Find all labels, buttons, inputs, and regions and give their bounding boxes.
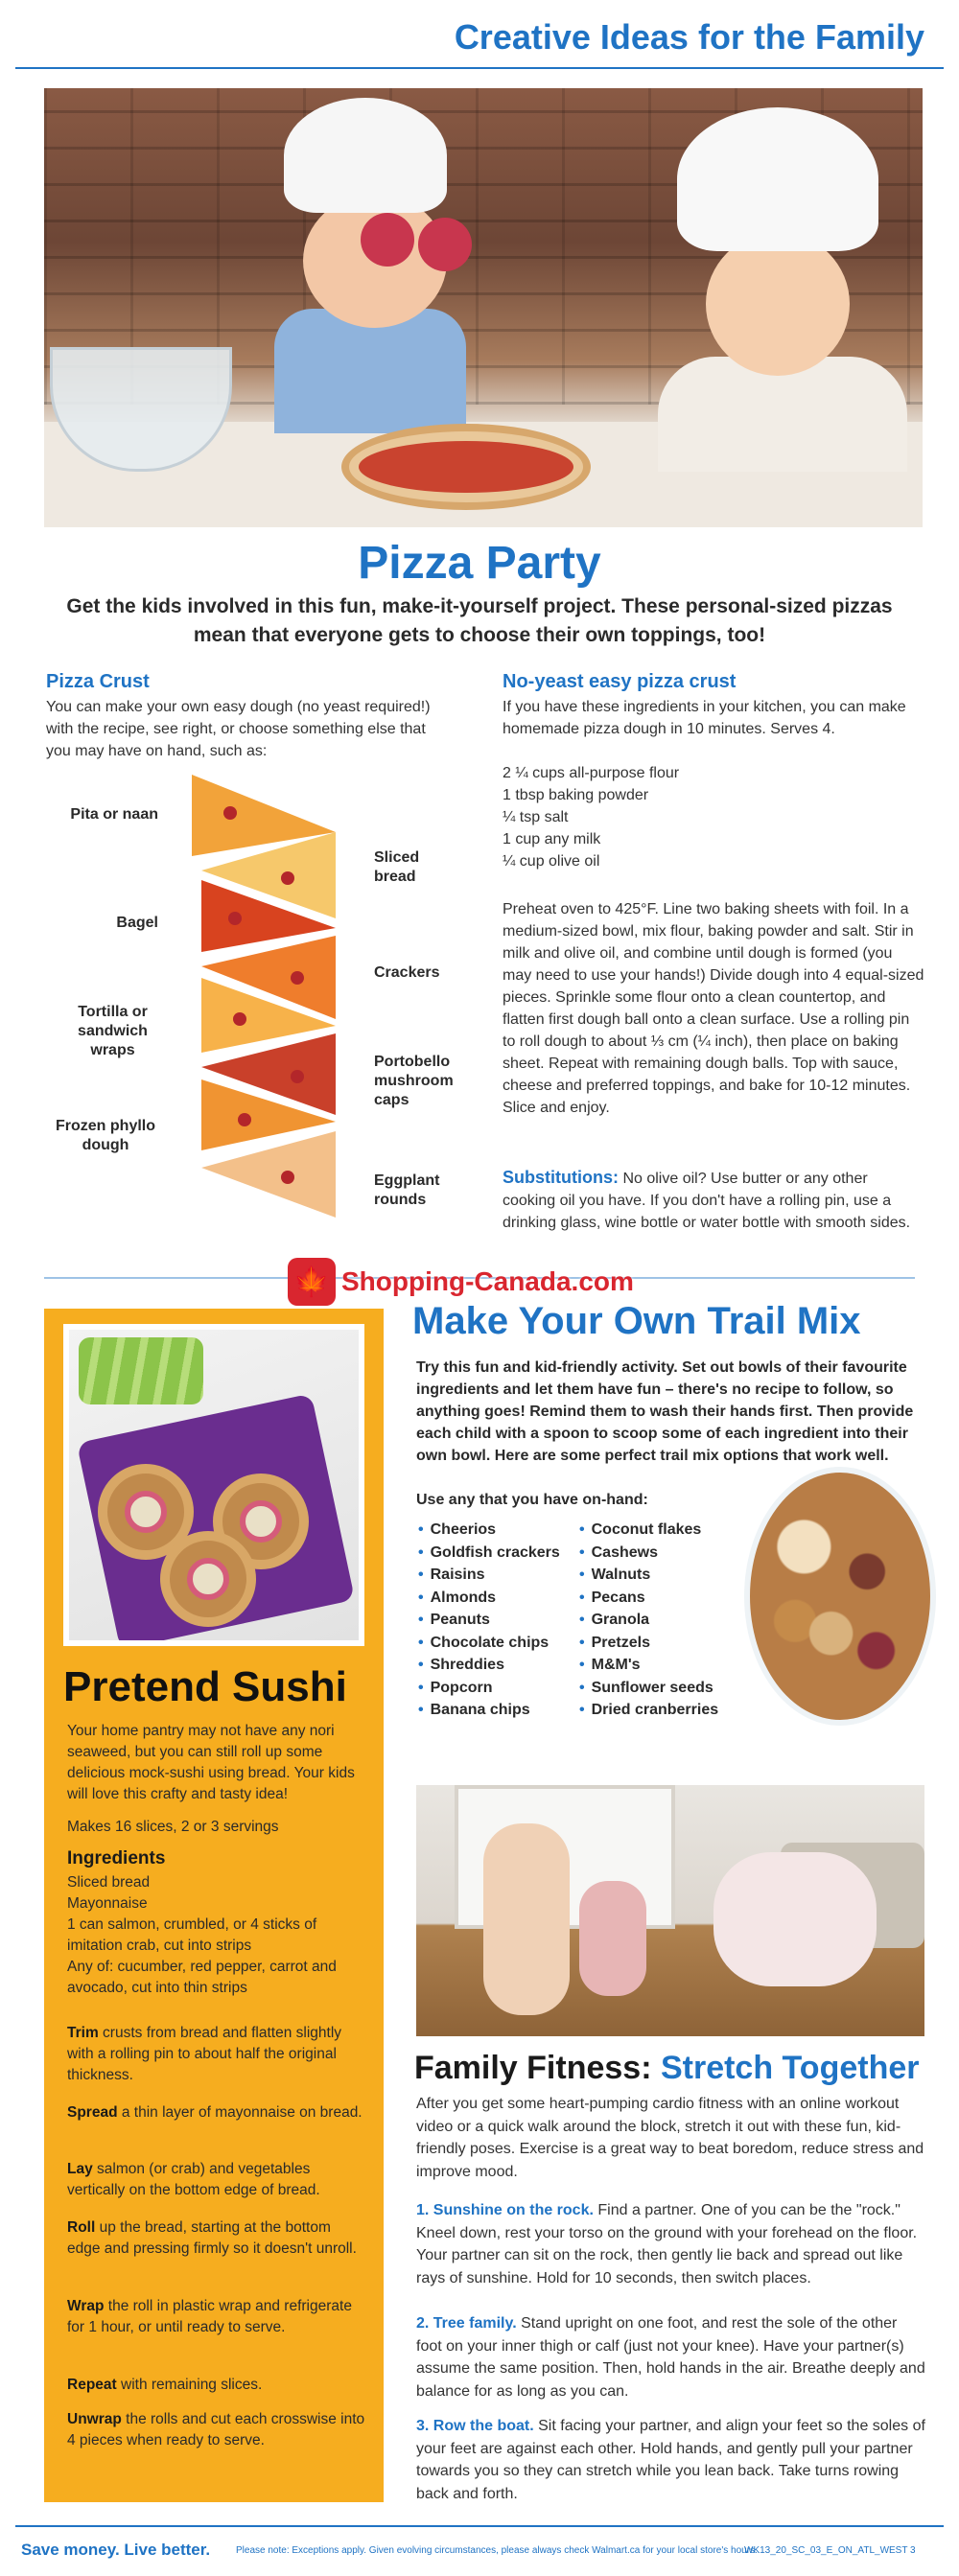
trail-mix-item: • Cashews [579,1542,718,1565]
crust-label-bagel: Bagel [116,915,158,931]
footer-note: Please note: Exceptions apply. Given evolving circumstances, please always check Walmart.ca for your local store's hours. [236,2545,758,2556]
fitness-pose: 1. Sunshine on the rock. Find a partner. One of you can be the "rock." Kneel down, rest your torso on the ground with your forehead on the floor. Your partner can sit on the rock, then gently lie back and spread out like rays of sunshine. Hold for 10 seconds, then switch places. [416,2202,918,2286]
trail-mix-item: • Banana chips [418,1699,560,1722]
sushi-step: Wrap the roll in plastic wrap and refrigerate for 1 hour, or until ready to serve. [67,2298,352,2335]
trail-mix-bowl-photo [744,1467,936,1726]
trail-mix-title: Make Your Own Trail Mix [412,1300,861,1342]
crust-label-pita: Pita or naan [70,806,158,823]
crust-label-eggplant: Eggplant rounds [374,1172,440,1208]
pizza-party-title: Pizza Party [358,538,601,589]
trail-mix-item: • Coconut flakes [579,1519,718,1542]
recipe-ingredient: ¼ tsp salt [503,809,569,825]
recipe-ingredient: 1 tbsp baking powder [503,787,649,803]
sushi-ingredient-list [67,1872,366,1999]
sushi-step: Repeat with remaining slices. [67,2377,263,2393]
trail-mix-item: • Chocolate chips [418,1632,560,1655]
sushi-photo [63,1324,364,1646]
trail-mix-list-2 [579,1519,718,1722]
fitness-intro: After you get some heart-pumping cardio fitness with an online workout video or a quick walk around the block, stretch it out with these fun, kid-friendly poses. Exercise is a great way to beat boredom, reduce stress and improve mood. [416,2096,924,2180]
child-right-face [706,232,850,376]
trail-mix-item: • Peanuts [418,1609,560,1632]
pizza [341,424,591,510]
crust-label-bread: Sliced bread [374,849,420,885]
trail-mix-item: • Pretzels [579,1632,718,1655]
trail-mix-item: • Granola [579,1609,718,1632]
recipe-intro: If you have these ingredients in your kitchen, you can make homemade pizza dough in 10 minutes. Serves 4. [503,699,906,737]
header-divider [15,67,944,69]
chef-hat-left [284,98,447,213]
substitutions-text: No olive oil? Use butter or any other cooking oil you have. If you don't have a rolling pin, use a drinking glass, wine bottle or water bottle with smooth sides. [503,1171,911,1231]
sushi-ingredients-heading: Ingredients [67,1848,166,1868]
sushi-ingredient: Sliced bread [67,1874,151,1891]
trail-mix-item: • Almonds [418,1587,560,1610]
recipe-method-end: Slice and enjoy. [503,1100,610,1116]
recipe-ingredient: 1 cup any milk [503,831,601,847]
trail-mix-item: • M&M's [579,1654,718,1677]
crust-label-tortilla: Tortilla or sandwich wraps [78,1004,148,1058]
crust-label-phyllo: Frozen phyllo dough [56,1118,155,1153]
recipe-method [503,898,924,1119]
crust-label-portobello: Portobello mushroom caps [374,1054,454,1108]
sushi-ingredient: Mayonnaise [67,1895,148,1912]
substitutions [503,1167,924,1234]
fitness-pose: 2. Tree family. Stand upright on one foot, and rest the sole of the other foot on your inner thigh or calf (just not your knee). Have your partner(s) assume the same position. Then, hold hands in the air. Breathe deeply and balance for as long as you can. [416,2315,925,2400]
sushi-yield: Makes 16 slices, 2 or 3 servings [67,1819,279,1835]
chef-hat-right [677,107,878,251]
page-header [0,0,959,69]
page-title: Creative Ideas for the Family [454,17,924,57]
sushi-step: Trim crusts from bread and flatten slightly with a rolling pin to about half the original thickness. [67,2025,342,2083]
trail-mix-item: • Walnuts [579,1564,718,1587]
pretend-sushi-panel [44,1309,384,2502]
sushi-intro: Your home pantry may not have any nori seaweed, but you can still roll up some delicious mock-sushi using bread. Your kids will love this crafty and tasty idea! [67,1723,355,1802]
pizza-slices-illustration [192,775,345,1235]
sushi-step: Lay salmon (or crab) and vegetables vertically on the bottom edge of bread. [67,2161,320,2198]
trail-mix-item: • Cheerios [418,1519,560,1542]
trail-mix-item: • Dried cranberries [579,1699,718,1722]
footer-slogan: Save money. Live better. [21,2541,211,2559]
watermark-text: Shopping-Canada.com [341,1266,634,1296]
celery-sticks [79,1337,203,1404]
hero-photo-kids-making-pizza [44,88,923,527]
trail-mix-item: • Raisins [418,1564,560,1587]
trail-mix-item: • Shreddies [418,1654,560,1677]
maple-leaf-icon: 🍁 [288,1258,336,1306]
watermark [288,1260,634,1304]
trail-mix-item: • Goldfish crackers [418,1542,560,1565]
trail-mix-item: • Sunflower seeds [579,1677,718,1700]
crust-label-crackers: Crackers [374,964,440,981]
recipe-heading: No-yeast easy pizza crust [503,671,737,692]
footer-code: WK13_20_SC_03_E_ON_ATL_WEST 3 [744,2545,916,2556]
footer-divider [15,2525,944,2527]
sushi-ingredient: Any of: cucumber, red pepper, carrot and avocado, cut into thin strips [67,1959,337,1996]
fitness-pose: 3. Row the boat. Sit facing your partner, and align your feet so the soles of your feet are against each other. Hold hands, and gently pull your partner towards you so they can stretch while you lean back. Take turns rowing back and forth. [416,2418,925,2502]
trail-mix-item: • Popcorn [418,1677,560,1700]
trail-mix-intro: Try this fun and kid-friendly activity. Set out bowls of their favourite ingredients and let them have fun – there's no recipe to follow, so anything goes! Remind them to wash their hands first. Then provide each child with a spoon to scoop some of each ingredient into their own bowl. Here are some perfect trail mix options that work well. [416,1359,914,1464]
family-stretching-photo [416,1785,924,2036]
sushi-ingredient: 1 can salmon, crumbled, or 4 sticks of imitation crab, cut into strips [67,1916,317,1954]
sushi-roll [160,1531,256,1627]
crust-heading: Pizza Crust [46,671,150,692]
recipe-ingredient-list [503,762,924,872]
recipe-ingredient: 2 ¼ cups all-purpose flour [503,765,680,781]
trail-mix-item: • Pecans [579,1587,718,1610]
fitness-title: Family Fitness: Stretch Together [414,2050,920,2086]
trail-mix-list-1 [418,1519,560,1722]
sushi-title: Pretend Sushi [63,1663,347,1710]
pepperoni-eye-right [418,218,472,271]
sushi-step: Spread a thin layer of mayonnaise on bread. [67,2104,363,2121]
pepperoni-eye-left [361,213,414,267]
sushi-step: Unwrap the rolls and cut each crosswise into 4 pieces when ready to serve. [67,2411,365,2448]
sushi-step: Roll up the bread, starting at the bottom edge and pressing firmly so it doesn't unroll. [67,2219,357,2257]
trail-mix-use-line: Use any that you have on-hand: [416,1492,648,1508]
crust-text: You can make your own easy dough (no yeast required!) with the recipe, see right, or choose something else that you may have on hand, such as: [46,699,431,759]
recipe-ingredient: ¼ cup olive oil [503,853,600,870]
pizza-party-intro: Get the kids involved in this fun, make-it-yourself project. These personal-sized pizzas mean that everyone gets to choose their own toppings, too! [66,595,893,646]
recipe-method-text: Preheat oven to 425°F. Line two baking sheets with foil. In a medium-sized bowl, mix flour, baking powder and salt. Stir in milk and olive oil, and combine until dough is formed (you may need to use your hands!) Divide dough into 4 equal-sized pieces. Sprinkle some flour onto a clean countertop, and flatten first dough ball onto a clean surface. Use a rolling pin to roll dough to about ⅓ cm (¼ inch), then place on baking sheet. Repeat with remaining dough balls. Top with sauce, cheese and preferred toppings, and bake for 10-12 minutes. [503,901,924,1094]
substitutions-label: Substitutions: [503,1168,619,1187]
